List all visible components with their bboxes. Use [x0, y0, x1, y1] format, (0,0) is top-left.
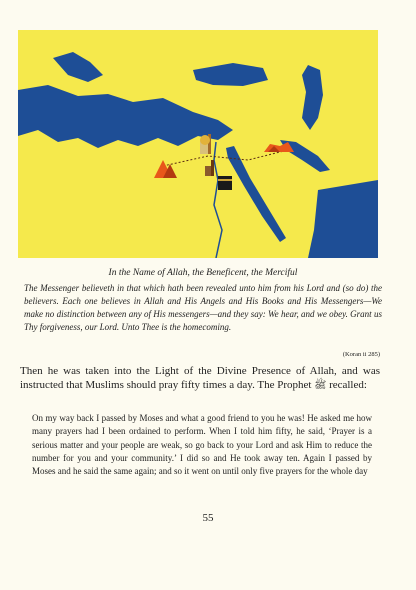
verse-heading: In the Name of Allah, the Beneficent, the Merciful — [108, 268, 298, 278]
block-quote: On my way back I passed by Moses and what a good friend to you he was! He asked me how many prayers had I been ordained to perform. When I told him fifty, he said, ‘Prayer is a serious matter and your people are weak, so go back to your Lord and ask Him to reduce the number for you and your community.’ I did so and He took away ten. Again I passed by Moses and he said the same again; and so it went on until only five prayers for the whole day — [32, 413, 372, 477]
recalled-text: recalled: — [329, 379, 367, 391]
koran-verse: The Messenger believeth in that which hath been revealed unto him from his Lord and (so do) the believers. Each one believes in Allah and His Angels and His Books and His Messengers—We make no distinction between any of His messengers—and they say: We hear, and we obey. Grant us Thy forgiveness, our Lord. Unto Thee is the homecoming. — [24, 283, 382, 332]
kaaba-icon — [218, 176, 232, 190]
map-illustration — [18, 30, 378, 258]
verse-citation: (Koran ii 285) — [342, 351, 380, 358]
paragraph-text: Then he was taken into the Light of the Divine Presence of Allah, and was instructed that Muslims should pray fifty times a day. The Prophet — [20, 365, 380, 391]
mosque-icon — [200, 134, 211, 154]
map-svg — [18, 30, 378, 258]
body-paragraph — [20, 364, 380, 393]
arabian-sea — [308, 180, 378, 258]
page-number: 55 — [202, 512, 214, 524]
honorific-glyph: ﷺ — [314, 380, 327, 391]
